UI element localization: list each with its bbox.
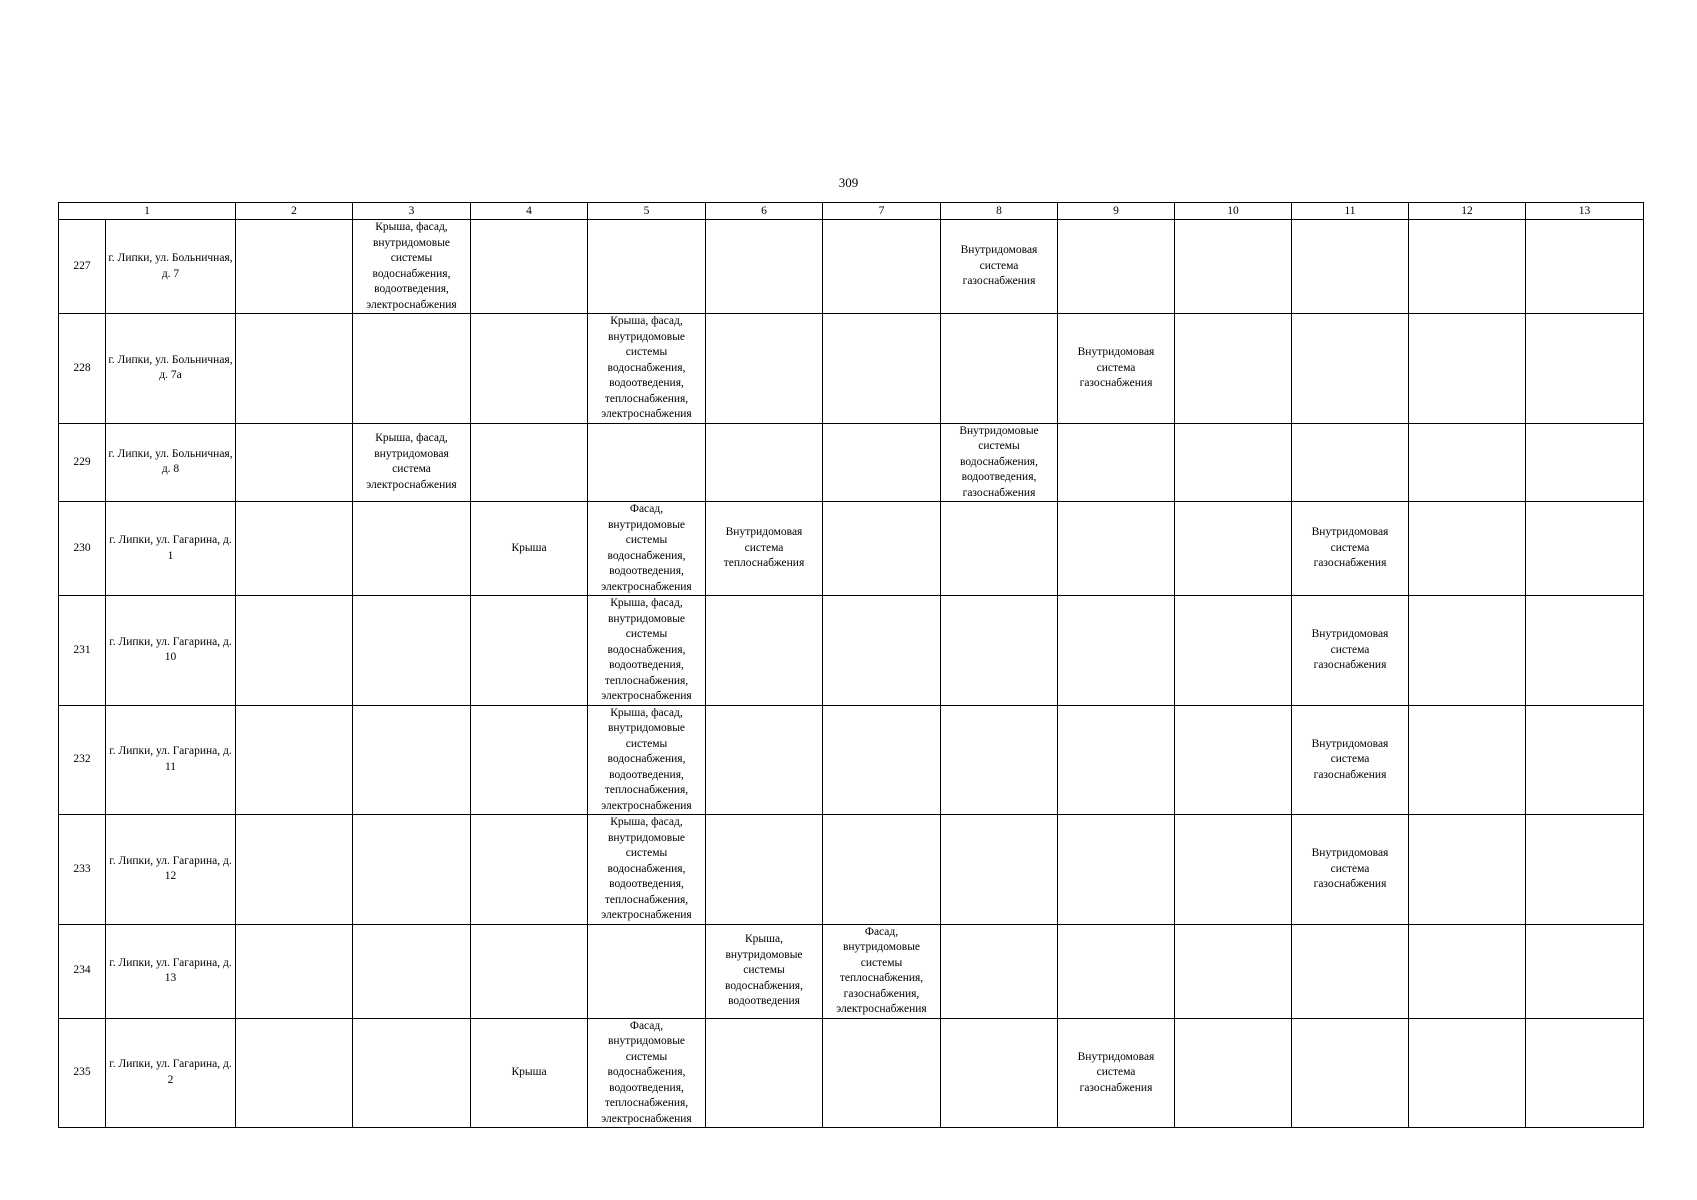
table-cell-col-9 <box>1058 815 1175 925</box>
table-cell-col-4 <box>471 220 588 314</box>
table-cell-col-2 <box>236 596 353 706</box>
table-cell-col-6 <box>706 596 823 706</box>
table-cell-col-11 <box>1292 924 1409 1018</box>
column-header-7: 7 <box>823 203 941 220</box>
row-number: 234 <box>59 924 106 1018</box>
table-cell-col-13 <box>1526 502 1644 596</box>
table-cell-col-4 <box>471 314 588 424</box>
table-cell-col-10 <box>1175 423 1292 502</box>
column-header-13: 13 <box>1526 203 1644 220</box>
table-cell-col-12 <box>1409 924 1526 1018</box>
row-number: 231 <box>59 596 106 706</box>
cell-text: Внутридомовая система газоснабжения <box>1077 346 1155 389</box>
cell-text: Крыша, фасад, внутридомовые системы водоснабжения, водоотведения, теплоснабжения, электроснабжения <box>601 597 692 702</box>
column-header-10: 10 <box>1175 203 1292 220</box>
column-header-2: 2 <box>236 203 353 220</box>
table-cell-col-9 <box>1058 1018 1175 1128</box>
table-cell-col-2 <box>236 815 353 925</box>
table-cell-col-10 <box>1175 1018 1292 1128</box>
column-header-1: 1 <box>59 203 236 220</box>
cell-text: Фасад, внутридомовые системы теплоснабжения, газоснабжения, электроснабжения <box>836 925 927 1015</box>
table-cell-col-9 <box>1058 705 1175 815</box>
table-cell-col-2 <box>236 423 353 502</box>
table-row <box>59 423 1644 502</box>
table-cell-col-6 <box>706 502 823 596</box>
table-cell-col-4 <box>471 705 588 815</box>
table-cell-col-8 <box>941 815 1058 925</box>
cell-text: Крыша <box>511 541 547 554</box>
table-cell-col-2 <box>236 705 353 815</box>
table-cell-col-8 <box>941 596 1058 706</box>
table-cell-col-12 <box>1409 596 1526 706</box>
cell-text: Крыша, фасад, внутридомовые системы водоснабжения, водоотведения, теплоснабжения, электроснабжения <box>601 706 692 812</box>
table-cell-col-7 <box>823 220 941 314</box>
table-cell-col-3 <box>353 924 471 1018</box>
table-cell-col-10 <box>1175 502 1292 596</box>
table-cell-col-13 <box>1526 924 1644 1018</box>
table-cell-col-8 <box>941 423 1058 502</box>
table-cell-col-13 <box>1526 1018 1644 1128</box>
table-cell-col-3 <box>353 220 471 314</box>
cell-text: Внутридомовая система газоснабжения <box>1077 1050 1155 1094</box>
table-cell-col-4 <box>471 423 588 502</box>
table-cell-col-5 <box>588 502 706 596</box>
table-cell-col-5 <box>588 314 706 424</box>
table-cell-col-7 <box>823 423 941 502</box>
cell-text: Крыша, фасад, внутридомовые системы водоснабжения, водоотведения, теплоснабжения, электроснабжения <box>601 315 692 420</box>
table-cell-col-3 <box>353 314 471 424</box>
table-cell-col-13 <box>1526 314 1644 424</box>
table-cell-col-6 <box>706 314 823 424</box>
page-number: 309 <box>838 175 859 190</box>
table-cell-col-2 <box>236 502 353 596</box>
table-cell-col-3 <box>353 815 471 925</box>
table-cell-col-8 <box>941 705 1058 815</box>
table-row <box>59 502 1644 596</box>
row-number: 228 <box>59 314 106 424</box>
table-cell-col-12 <box>1409 1018 1526 1128</box>
table-cell-col-10 <box>1175 815 1292 925</box>
row-number: 235 <box>59 1018 106 1128</box>
table-row <box>59 705 1644 815</box>
address-cell: г. Липки, ул. Гагарина, д. 11 <box>106 705 236 815</box>
table-cell-col-11 <box>1292 220 1409 314</box>
table-cell-col-7 <box>823 705 941 815</box>
table-cell-col-10 <box>1175 924 1292 1018</box>
table-cell-col-11 <box>1292 705 1409 815</box>
table-cell-col-9 <box>1058 423 1175 502</box>
table-cell-col-6 <box>706 1018 823 1128</box>
address-cell: г. Липки, ул. Больничная, д. 7а <box>106 314 236 424</box>
row-number: 232 <box>59 705 106 815</box>
table-cell-col-4 <box>471 502 588 596</box>
table-row <box>59 596 1644 706</box>
table-cell-col-5 <box>588 705 706 815</box>
address-cell: г. Липки, ул. Гагарина, д. 1 <box>106 502 236 596</box>
table-cell-col-10 <box>1175 220 1292 314</box>
address-cell: г. Липки, ул. Гагарина, д. 10 <box>106 596 236 706</box>
table-cell-col-5 <box>588 815 706 925</box>
table-cell-col-10 <box>1175 596 1292 706</box>
column-header-11: 11 <box>1292 203 1409 220</box>
table-cell-col-13 <box>1526 423 1644 502</box>
address-cell: г. Липки, ул. Гагарина, д. 13 <box>106 924 236 1018</box>
table-cell-col-8 <box>941 1018 1058 1128</box>
table-cell-col-12 <box>1409 314 1526 424</box>
table-cell-col-11 <box>1292 314 1409 424</box>
table-cell-col-13 <box>1526 815 1644 925</box>
address-cell: г. Липки, ул. Гагарина, д. 12 <box>106 815 236 925</box>
column-header-3: 3 <box>353 203 471 220</box>
table-cell-col-13 <box>1526 220 1644 314</box>
cell-text: Внутридомовая система газоснабжения <box>1311 526 1389 570</box>
table-cell-col-7 <box>823 596 941 706</box>
row-number: 227 <box>59 220 106 314</box>
table-cell-col-5 <box>588 596 706 706</box>
table-row <box>59 924 1644 1018</box>
table-cell-col-12 <box>1409 502 1526 596</box>
table-cell-col-9 <box>1058 502 1175 596</box>
table-cell-col-13 <box>1526 596 1644 706</box>
table-cell-col-3 <box>353 1018 471 1128</box>
column-header-12: 12 <box>1409 203 1526 220</box>
column-header-5: 5 <box>588 203 706 220</box>
data-table <box>58 202 1644 1128</box>
cell-text: Крыша, фасад, внутридомовые системы водоснабжения, водоотведения, теплоснабжения, электроснабжения <box>601 816 692 921</box>
table-cell-col-4 <box>471 924 588 1018</box>
cell-text: Внутридомовая система газоснабжения <box>1311 737 1389 781</box>
column-header-4: 4 <box>471 203 588 220</box>
table-row <box>59 1018 1644 1128</box>
table-cell-col-11 <box>1292 1018 1409 1128</box>
table-cell-col-11 <box>1292 423 1409 502</box>
table-cell-col-11 <box>1292 596 1409 706</box>
table-cell-col-7 <box>823 924 941 1018</box>
address-cell: г. Липки, ул. Больничная, д. 7 <box>106 220 236 314</box>
table-cell-col-9 <box>1058 596 1175 706</box>
table-row <box>59 220 1644 314</box>
table-cell-col-8 <box>941 502 1058 596</box>
column-header-9: 9 <box>1058 203 1175 220</box>
table-cell-col-8 <box>941 220 1058 314</box>
table-cell-col-4 <box>471 815 588 925</box>
table-cell-col-3 <box>353 423 471 502</box>
table-cell-col-2 <box>236 220 353 314</box>
table-cell-col-12 <box>1409 705 1526 815</box>
table-cell-col-6 <box>706 705 823 815</box>
cell-text: Крыша <box>511 1066 547 1078</box>
cell-text: Фасад, внутридомовые системы водоснабжения, водоотведения, электроснабжения <box>601 503 692 593</box>
cell-text: Крыша, фасад, внутридомовая система электроснабжения <box>366 432 457 491</box>
table-cell-col-5 <box>588 423 706 502</box>
cell-text: Внутридомовая система газоснабжения <box>960 244 1038 288</box>
table-cell-col-7 <box>823 1018 941 1128</box>
table-cell-col-6 <box>706 924 823 1018</box>
row-number: 230 <box>59 502 106 596</box>
table-cell-col-7 <box>823 815 941 925</box>
table-cell-col-6 <box>706 423 823 502</box>
table-cell-col-3 <box>353 705 471 815</box>
table-cell-col-2 <box>236 1018 353 1128</box>
table-cell-col-10 <box>1175 705 1292 815</box>
table-cell-col-7 <box>823 314 941 424</box>
table-cell-col-10 <box>1175 314 1292 424</box>
row-number: 233 <box>59 815 106 925</box>
table-cell-col-9 <box>1058 924 1175 1018</box>
table-cell-col-12 <box>1409 423 1526 502</box>
cell-text: Крыша, внутридомовые системы водоснабжения, водоотведения <box>725 933 803 1008</box>
table-body <box>59 220 1644 1128</box>
table-cell-col-5 <box>588 1018 706 1128</box>
table-cell-col-6 <box>706 815 823 925</box>
table-cell-col-13 <box>1526 705 1644 815</box>
table-cell-col-7 <box>823 502 941 596</box>
header-row <box>59 203 1644 220</box>
table-cell-col-3 <box>353 502 471 596</box>
table-cell-col-4 <box>471 1018 588 1128</box>
table-cell-col-12 <box>1409 220 1526 314</box>
table-cell-col-11 <box>1292 502 1409 596</box>
table-cell-col-11 <box>1292 815 1409 925</box>
cell-text: Фасад, внутридомовые системы водоснабжения, водоотведения, теплоснабжения, электроснабжения <box>601 1019 692 1125</box>
table-cell-col-5 <box>588 220 706 314</box>
address-cell: г. Липки, ул. Гагарина, д. 2 <box>106 1018 236 1128</box>
table-cell-col-8 <box>941 924 1058 1018</box>
table-cell-col-9 <box>1058 220 1175 314</box>
table-cell-col-8 <box>941 314 1058 424</box>
table-cell-col-2 <box>236 924 353 1018</box>
table-cell-col-9 <box>1058 314 1175 424</box>
cell-text: Внутридомовые системы водоснабжения, водоотведения, газоснабжения <box>959 424 1039 499</box>
table-cell-col-12 <box>1409 815 1526 925</box>
table-cell-col-2 <box>236 314 353 424</box>
table-row <box>59 815 1644 925</box>
table-cell-col-4 <box>471 596 588 706</box>
address-cell: г. Липки, ул. Больничная, д. 8 <box>106 423 236 502</box>
column-header-6: 6 <box>706 203 823 220</box>
cell-text: Крыша, фасад, внутридомовые системы водоснабжения, водоотведения, электроснабжения <box>366 221 457 311</box>
table-cell-col-5 <box>588 924 706 1018</box>
row-number: 229 <box>59 423 106 502</box>
cell-text: Внутридомовая система газоснабжения <box>1311 628 1389 671</box>
cell-text: Внутридомовая система газоснабжения <box>1311 847 1389 890</box>
column-header-8: 8 <box>941 203 1058 220</box>
table-row <box>59 314 1644 424</box>
table-cell-col-3 <box>353 596 471 706</box>
table-cell-col-6 <box>706 220 823 314</box>
cell-text: Внутридомовая система теплоснабжения <box>723 526 805 570</box>
